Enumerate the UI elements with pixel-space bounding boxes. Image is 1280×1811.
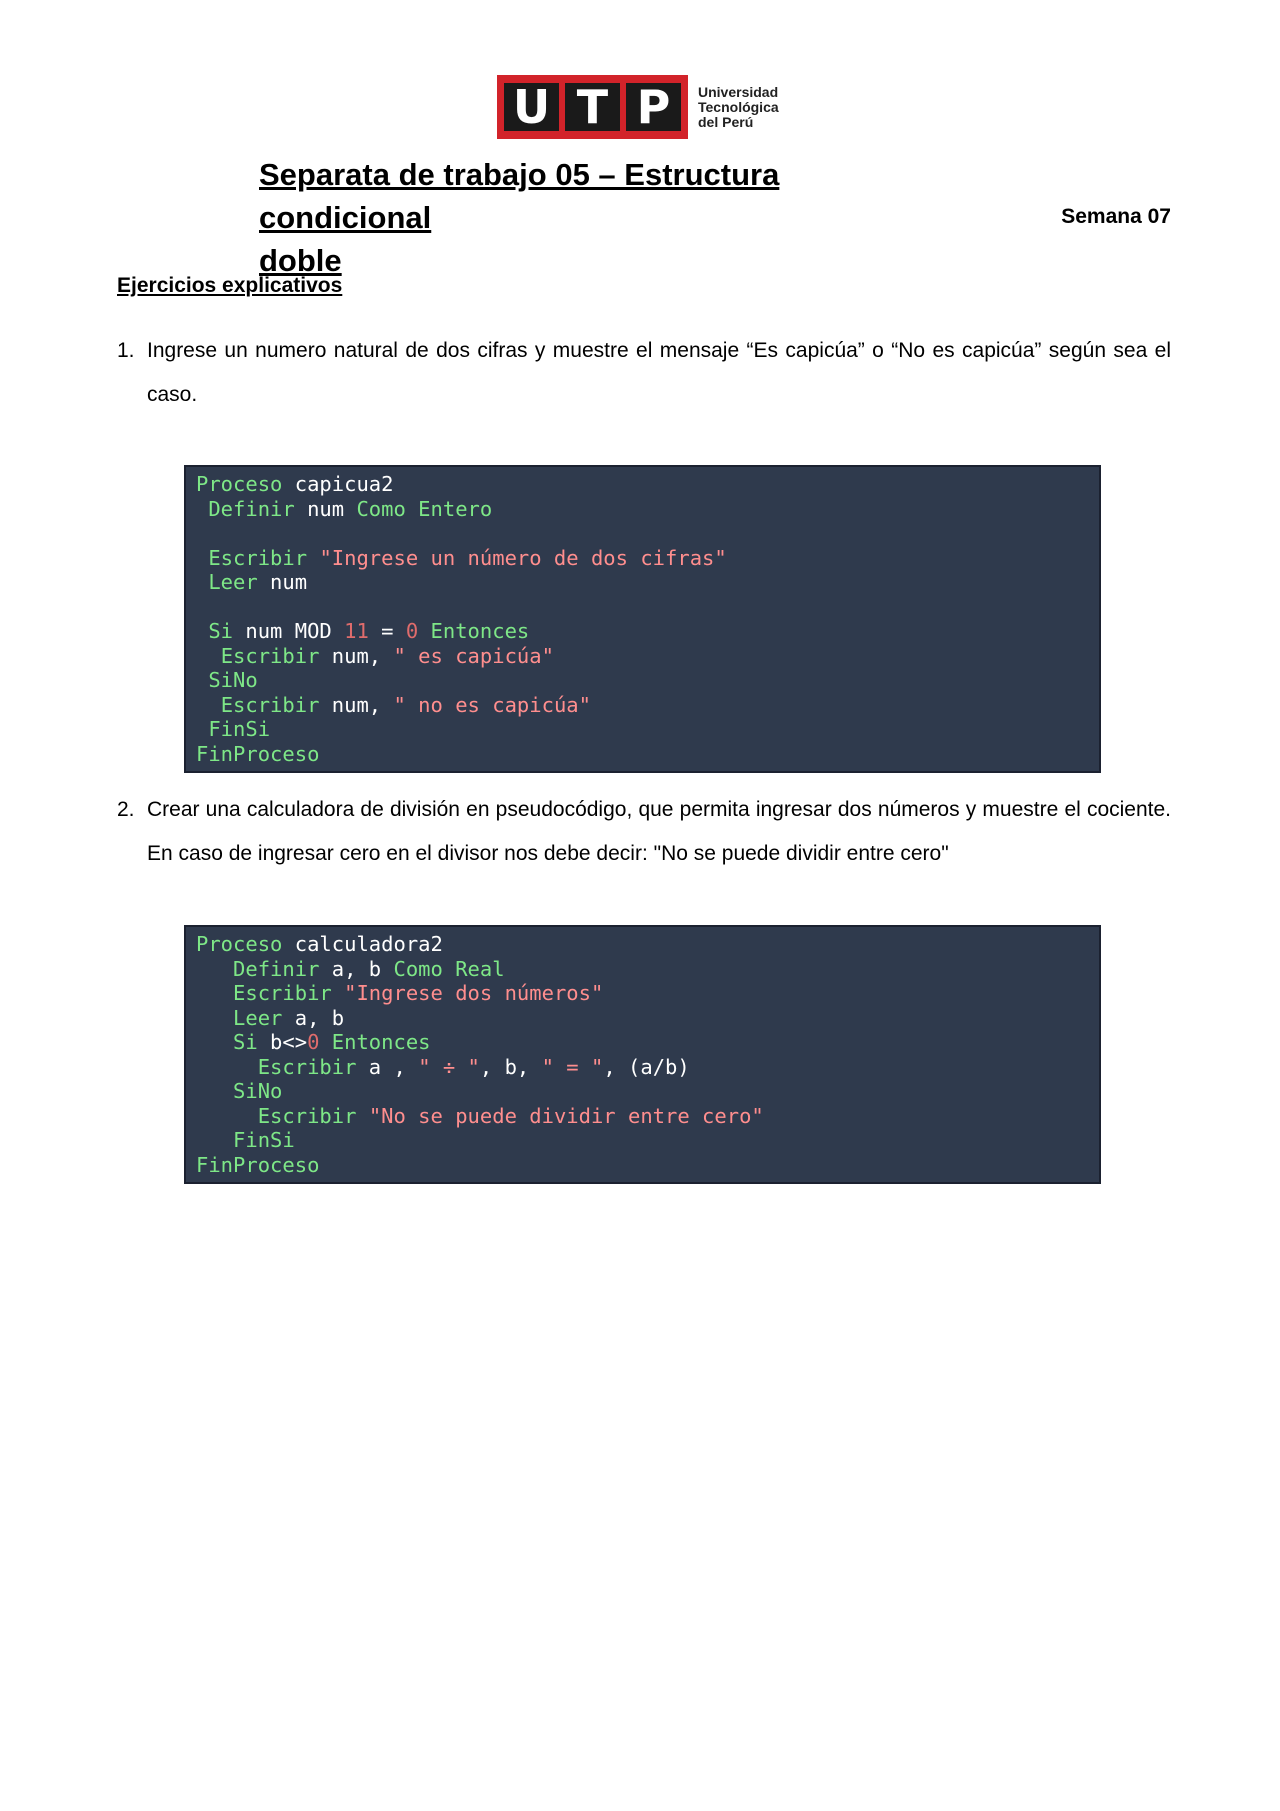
code-line <box>196 521 1089 546</box>
logo-name-line: Tecnológica <box>698 98 779 115</box>
code-token: Leer <box>208 570 258 594</box>
code-token <box>196 1128 233 1152</box>
code-line <box>196 1104 1089 1129</box>
code-token <box>196 644 221 668</box>
code-token <box>196 497 208 521</box>
exercise-2 <box>117 788 1171 876</box>
exercise-number: 2. <box>117 798 135 821</box>
week-label: Semana 07 <box>1061 205 1171 228</box>
code-line <box>196 497 1089 522</box>
code-token: num, <box>319 692 394 717</box>
code-token <box>196 1055 258 1079</box>
code-line <box>196 546 1089 571</box>
code-token: Escribir <box>233 981 332 1005</box>
page-title <box>259 153 959 282</box>
code-token <box>196 1079 233 1103</box>
code-token <box>356 1104 368 1128</box>
code-line <box>196 570 1089 595</box>
utp-logo <box>497 75 779 139</box>
code-line <box>196 619 1089 644</box>
exercise-1 <box>117 329 1171 417</box>
code-token: = <box>368 619 406 643</box>
code-token: num MOD <box>233 619 345 643</box>
logo-university-name <box>698 85 779 130</box>
code-line <box>196 595 1089 620</box>
exercise-text: Ingrese un numero natural de dos cifras y muestre el mensaje “Es capicúa” o “No es capicúa” según sea el caso. <box>147 339 1171 406</box>
code-token <box>332 981 344 1005</box>
code-token: Entonces <box>430 619 530 643</box>
code-token <box>196 957 233 981</box>
code-line <box>196 932 1089 957</box>
title-line-1: Separata de trabajo 05 – Estructura condicional <box>259 157 780 235</box>
code-line <box>196 717 1089 742</box>
code-token: calculadora2 <box>282 932 443 956</box>
code-token: Si <box>208 619 234 643</box>
exercise-number: 1. <box>117 339 135 362</box>
code-token <box>196 570 208 594</box>
code-token <box>196 693 221 717</box>
code-token: Proceso <box>196 932 283 956</box>
code-token: a , <box>356 1054 419 1079</box>
code-token: , (a/b) <box>603 1054 690 1079</box>
logo-name-line: Universidad <box>698 83 779 100</box>
code-token: FinProceso <box>196 1152 320 1177</box>
code-token: Escribir <box>208 545 308 570</box>
code-token: SiNo <box>233 1079 283 1103</box>
code-token: Leer <box>233 1005 283 1030</box>
code-line <box>196 981 1089 1006</box>
code-token: Definir <box>208 496 295 521</box>
code-token <box>196 1006 233 1030</box>
code-line <box>196 1055 1089 1080</box>
code-token: num, <box>319 643 394 668</box>
code-token <box>196 1030 233 1054</box>
code-token <box>196 619 208 643</box>
code-line <box>196 957 1089 982</box>
code-token <box>196 546 208 570</box>
code-line <box>196 1128 1089 1153</box>
code-block-calculadora <box>184 925 1101 1184</box>
code-token <box>196 1104 258 1128</box>
code-token: num <box>294 496 357 521</box>
code-token <box>196 981 233 1005</box>
logo-letter-p: P <box>626 83 681 131</box>
code-token <box>196 717 208 741</box>
code-token: "No se puede dividir entre cero" <box>368 1103 764 1128</box>
code-token: Escribir <box>257 1054 357 1079</box>
title-line-2: doble <box>259 243 342 278</box>
code-line <box>196 472 1089 497</box>
code-token: " es capicúa" <box>393 643 554 668</box>
code-token: Escribir <box>220 692 320 717</box>
code-line <box>196 1079 1089 1104</box>
logo-letter-u: U <box>504 83 559 131</box>
code-token: "Ingrese dos números" <box>344 981 604 1005</box>
exercise-text: Crear una calculadora de división en pseudocódigo, que permita ingresar dos números y muestre el cociente. En caso de ingresar cero en el divisor nos debe decir: "No se puede dividir entre cero" <box>147 798 1171 865</box>
code-token: Si <box>233 1030 258 1054</box>
logo-mark <box>497 75 688 139</box>
code-line <box>196 742 1089 767</box>
code-token: a, b <box>282 1005 345 1030</box>
code-token: " no es capicúa" <box>393 692 591 717</box>
code-token: Definir <box>233 956 320 981</box>
code-token: " = " <box>541 1054 604 1079</box>
logo-letter-t: T <box>565 83 620 131</box>
code-token: Escribir <box>220 643 320 668</box>
code-token: " ÷ " <box>418 1054 480 1079</box>
code-token: , b, <box>479 1054 542 1079</box>
code-token: FinProceso <box>196 741 320 766</box>
logo-name-line: del Perú <box>698 113 754 130</box>
code-line <box>196 693 1089 718</box>
code-token: 0 <box>405 619 419 643</box>
code-token: Escribir <box>257 1103 357 1128</box>
code-token: b<> <box>257 1030 308 1054</box>
code-token: Como Entero <box>356 496 493 521</box>
code-line <box>196 1030 1089 1055</box>
code-token <box>319 1030 331 1054</box>
code-token: FinSi <box>208 717 271 741</box>
code-token: 11 <box>344 619 369 643</box>
code-token <box>307 546 319 570</box>
code-token: Entonces <box>331 1030 431 1054</box>
code-block-capicua <box>184 465 1101 773</box>
section-title: Ejercicios explicativos <box>117 274 343 297</box>
code-token: "Ingrese un número de dos cifras" <box>319 545 727 570</box>
code-token: Proceso <box>196 472 283 496</box>
code-line <box>196 644 1089 669</box>
code-line <box>196 668 1089 693</box>
code-token <box>418 619 430 643</box>
code-token: capicua2 <box>282 472 394 496</box>
code-token: Como Real <box>393 956 505 981</box>
code-token: 0 <box>307 1030 320 1054</box>
code-token: FinSi <box>233 1128 295 1152</box>
code-token: SiNo <box>208 668 258 692</box>
code-token <box>196 668 208 692</box>
code-token: num <box>257 570 308 594</box>
code-line <box>196 1006 1089 1031</box>
code-token: a, b <box>319 956 394 981</box>
code-line <box>196 1153 1089 1178</box>
